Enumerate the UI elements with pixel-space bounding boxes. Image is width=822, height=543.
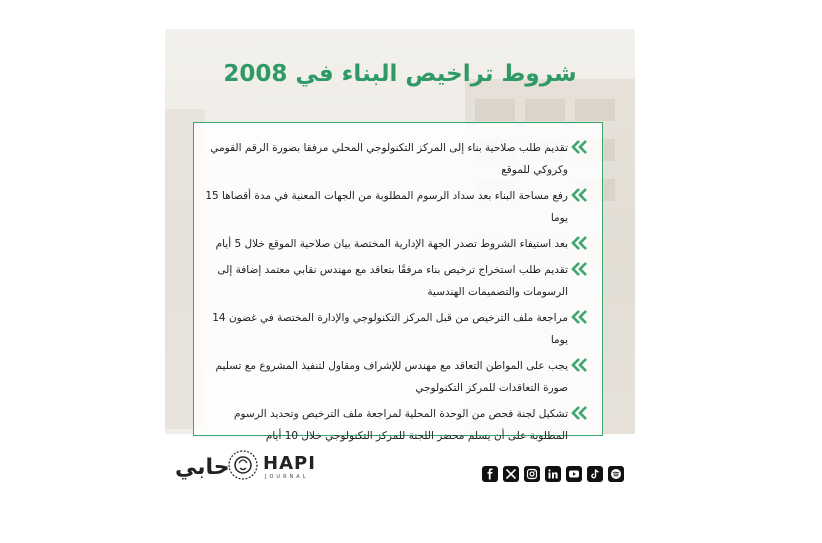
double-chevron-left-icon	[570, 261, 588, 277]
list-item	[202, 259, 588, 303]
poster-title: شروط تراخيص البناء في 2008	[223, 61, 577, 87]
conditions-card	[193, 122, 603, 442]
list-item-text: يجب على المواطن التعاقد مع مهندس للإشراف ومقاول لتنفيذ المشروع مع تسليم صورة التعاقدات للمركز التكنولوجي	[215, 360, 568, 394]
list-item	[202, 137, 588, 181]
x-icon[interactable]	[503, 466, 519, 482]
list-item	[202, 185, 588, 229]
double-chevron-left-icon	[570, 309, 588, 325]
facebook-icon[interactable]	[482, 466, 498, 482]
brand-name-english: HAPI	[263, 453, 316, 474]
double-chevron-left-icon	[570, 139, 588, 155]
conditions-list	[202, 137, 588, 451]
brand-name-arabic: حابي	[175, 455, 230, 480]
list-item-text: تقديم طلب صلاحية بناء إلى المركز التكنولوجي المحلي مرفقا بصورة الرقم القومي وكروكي للموقع	[210, 142, 568, 176]
instagram-icon[interactable]	[524, 466, 540, 482]
list-item	[202, 307, 588, 351]
building-window	[475, 99, 515, 121]
social-icons	[482, 466, 624, 482]
list-item-text: تشكيل لجنة فحص من الوحدة المحلية لمراجعة ملف الترخيص وتحديد الرسوم المطلوبة على أن يسلم محضر اللجنة للمركز التكنولوجي خلال 10 أيام	[233, 408, 568, 442]
youtube-icon[interactable]	[566, 466, 582, 482]
list-item-text: رفع مساحة البناء بعد سداد الرسوم المطلوبة من الجهات المعنية في مدة أقصاها 15 يوما	[205, 190, 568, 224]
list-item	[202, 355, 588, 399]
hapi-emblem-icon	[225, 447, 261, 483]
list-item-text: مراجعة ملف الترخيص من قبل المركز التكنولوجي والإدارة المختصة في غضون 14 يوما	[212, 312, 568, 346]
list-item-text: بعد استيفاء الشروط تصدر الجهة الإدارية المختصة بيان صلاحية الموقع خلال 5 أيام	[215, 238, 568, 250]
double-chevron-left-icon	[570, 235, 588, 251]
building-window	[525, 99, 565, 121]
brand-subtitle: JOURNAL	[265, 474, 309, 480]
list-item	[202, 403, 588, 447]
double-chevron-left-icon	[570, 357, 588, 373]
double-chevron-left-icon	[570, 405, 588, 421]
spotify-icon[interactable]	[608, 466, 624, 482]
list-item	[202, 233, 588, 255]
building-window	[575, 99, 615, 121]
linkedin-icon[interactable]	[545, 466, 561, 482]
double-chevron-left-icon	[570, 187, 588, 203]
tiktok-icon[interactable]	[587, 466, 603, 482]
list-item-text: تقديم طلب استخراج ترخيص بناء مرفقًا بتعاقد مع مهندس نقابي معتمد إضافة إلى الرسومات والتصميمات الهندسية	[217, 264, 568, 298]
